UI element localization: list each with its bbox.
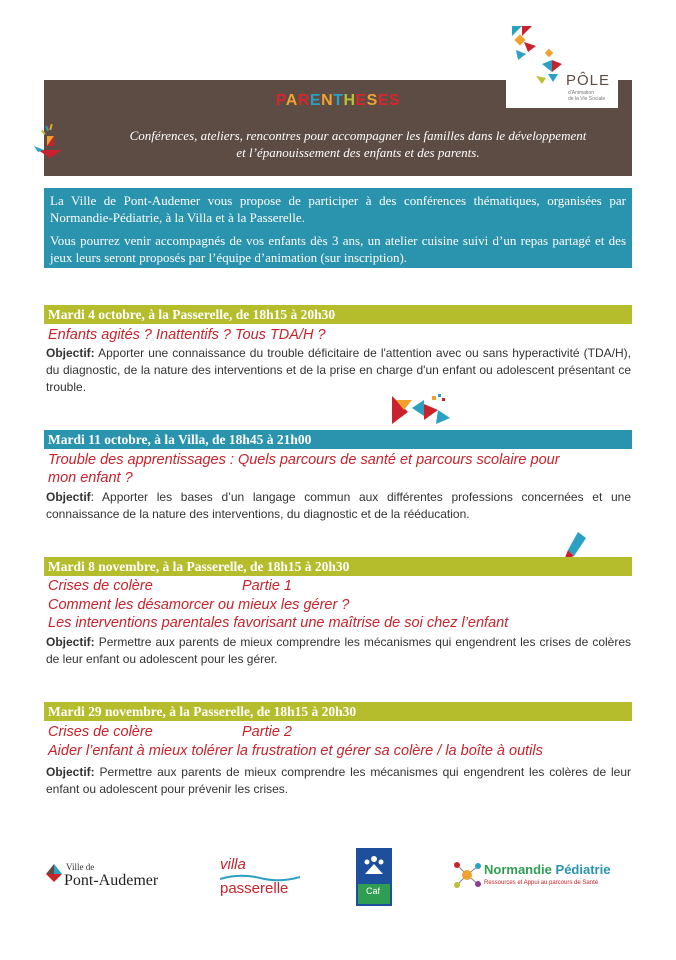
objective-label: Objectif — [46, 490, 91, 504]
title-letter: E — [377, 92, 390, 109]
pole-word: PÔLE — [566, 72, 611, 89]
normandie-pediatrie-logo — [452, 858, 628, 894]
molecule-icon — [452, 860, 482, 890]
title-letter: R — [297, 92, 310, 109]
intro-box — [44, 188, 632, 268]
event-4-title: Crises de colère — [48, 724, 153, 740]
passerelle-word: passerelle — [220, 880, 289, 897]
event-3-part: Partie 1 — [242, 578, 292, 594]
np-title — [484, 862, 610, 877]
objective-label: Objectif: — [46, 635, 95, 649]
event-1-date-bar: Mardi 4 octobre, à la Passerelle, de 18h15 à 20h30 — [44, 305, 632, 324]
event-2-objective — [46, 489, 631, 523]
title-letter: A — [285, 92, 298, 109]
title-letter: S — [389, 92, 401, 109]
pole-sub-1: d'Animation — [568, 90, 594, 96]
intro-paragraph-1: La Ville de Pont-Audemer vous propose de participer à des conférences thématiques, organisées par Normandie-Pédiatrie, à la Villa et à la Passerelle. — [50, 193, 626, 225]
np-normandie: Normandie — [484, 862, 552, 877]
event-4-title-line-2: Aider l’enfant à mieux tolérer la frustration et gérer sa colère / la boîte à outils — [48, 743, 543, 759]
boat-icon — [30, 122, 70, 172]
event-4-date-bar: Mardi 29 novembre, à la Passerelle, de 18h15 à 20h30 — [44, 702, 632, 721]
event-3-title: Crises de colère — [48, 578, 153, 594]
pont-audemer-small: Ville de — [66, 862, 95, 872]
boat-icon — [42, 862, 66, 886]
villa-passerelle-logo — [218, 856, 308, 900]
event-2-date-bar: Mardi 11 octobre, à la Villa, de 18h45 à 21h00 — [44, 430, 632, 449]
objective-text: Permettre aux parents de mieux comprendre les mécanismes qui engendrent les crises de colères de leur enfant ou adolescent pour les gérer. — [46, 635, 631, 666]
event-2-title-line-1: Trouble des apprentissages : Quels parcours de santé et parcours scolaire pour — [48, 452, 560, 468]
event-3-date-bar: Mardi 8 novembre, à la Passerelle, de 18h15 à 20h30 — [44, 557, 632, 576]
caf-logo — [356, 848, 392, 906]
objective-text: Permettre aux parents de mieux comprendre les mécanismes qui engendrent les colères de leur enfant ou adolescent pour prévenir les crises. — [46, 765, 632, 796]
tagline — [84, 127, 632, 161]
event-1-title: Enfants agités ? Inattentifs ? Tous TDA/H ? — [48, 327, 326, 343]
pont-audemer-name: Pont-Audemer — [64, 872, 159, 889]
family-icon — [362, 852, 386, 876]
np-pediatrie: Pédiatrie — [555, 862, 611, 877]
pole-sub-2: de la Vie Sociale — [568, 96, 606, 102]
title-letter: P — [275, 92, 286, 109]
intro-paragraph-2: Vous pourrez venir accompagnés de vos enfants dès 3 ans, un atelier cuisine suivi d’un repas partagé et des jeux leurs seront proposés par l’équipe d’animation (sur inscription). — [50, 233, 626, 265]
event-3-title-line-3: Les interventions parentales favorisant une maîtrise de soi chez l’enfant — [48, 615, 509, 631]
objective-label: Objectif: — [46, 346, 95, 360]
event-1-objective — [46, 345, 631, 396]
pole-animation-logo — [506, 20, 618, 108]
caf-word: Caf — [366, 886, 381, 896]
event-4-objective — [46, 764, 631, 798]
tangram-fish-icon — [392, 394, 464, 428]
villa-word: villa — [220, 856, 246, 873]
np-subtitle: Ressources et Appui au parcours de Santé — [484, 880, 599, 886]
title-letter: N — [321, 92, 334, 109]
title-letter: E — [309, 92, 322, 109]
tagline-line-1: Conférences, ateliers, rencontres pour accompagner les familles dans le développement — [129, 128, 587, 143]
event-4-part: Partie 2 — [242, 724, 292, 740]
objective-label: Objectif: — [46, 765, 95, 779]
title-letter: S — [366, 92, 378, 109]
tagline-line-2: et l’épanouissement des enfants et des parents. — [236, 145, 480, 160]
title-letter: E — [355, 92, 367, 109]
objective-text: : Apporter les bases d’un langage commun aux différentes professions concernées et une connaissance de la nature des interventions, du diagnostic et de la rééducation. — [46, 490, 631, 521]
event-2-title-line-2: mon enfant ? — [48, 470, 133, 486]
pont-audemer-logo — [42, 858, 182, 898]
event-3-objective — [46, 634, 631, 668]
title-letter: T — [333, 92, 344, 109]
tangram-figures-icon — [506, 20, 618, 108]
objective-text: Apporter une connaissance du trouble déficitaire de l'attention avec ou sans hyperactivité (TDA/H), du diagnostic, de la nature des interventions et de la prise en charge d'un enfant ou adolescent présentant ce trouble. — [46, 346, 631, 394]
event-3-title-line-2: Comment les désamorcer ou mieux les gérer ? — [48, 597, 350, 613]
title-letter: H — [343, 92, 356, 109]
